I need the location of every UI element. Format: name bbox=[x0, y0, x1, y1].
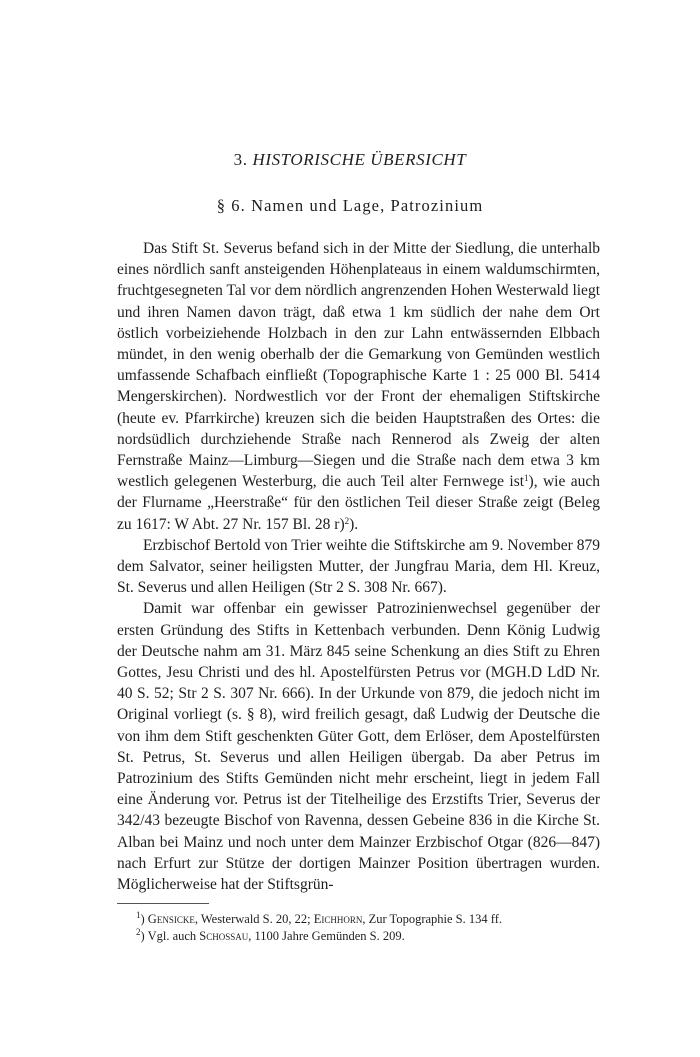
footnote: $^1$) Gensicke, Westerwald S. 20, 22; Eichhorn, Zur Topographie S. 134 ff. bbox=[136, 910, 502, 926]
section-sign: § 6. bbox=[216, 196, 246, 215]
footnote-text: Vgl. auch bbox=[147, 929, 200, 943]
paragraph-text: Das Stift St. Severus befand sich in der Mitte der Siedlung, die unterhalb eines nördlich sanft ansteigenden Höhenplateaus in einem waldumschirmten, fruchtgesegneten Tal vor dem nördlich angrenzenden Hohen Westerwald liegt und ihren Namen davon trägt, daß etwa 1 km südlich der nahe dem Ort östlich vorbeiziehende Holzbach in den zur Lahn entwässernden Elbbach mündet, in den wenig oberhalb der die Gemarkung von Gemünden westlich umfassende Schafbach einfließt (Topographische Karte 1 : 25 000 Bl. 5414 Mengerskirchen). Nordwestlich vor der Front der ehemaligen Stiftskirche (heute ev. Pfarrkirche) kreuzen sich die beiden Hauptstraßen des Ortes: die nordsüdlich durchziehende Straße nach Rennerod als Zweig der alten Fernstraße Mainz—Limburg—Siegen und die Straße nach dem etwa 3 km westlich gelegenen Westerburg, die auch Teil alter Fernwege ist bbox=[117, 240, 600, 491]
chapter-heading bbox=[0, 150, 700, 170]
section-title: Namen und Lage, Patrozinium bbox=[251, 196, 484, 215]
footnote-separator bbox=[117, 903, 209, 904]
chapter-number: 3. bbox=[233, 150, 248, 169]
paragraph-text: ). bbox=[349, 515, 359, 533]
body-text bbox=[117, 238, 600, 895]
footnote: $^2$) Vgl. auch Schossau, 1100 Jahre Gemünden S. 209. bbox=[136, 927, 405, 943]
footnote-author: Gensicke bbox=[147, 912, 195, 926]
paragraph-text: ), wie auch der Flurname „Heerstraße“ für den östlichen Teil dieser Straße zeigt (Beleg zu 1617: W Abt. 27 Nr. 157 Bl. 28 r) bbox=[117, 473, 600, 533]
footnote-reference: , 1100 Jahre Gemünden S. 209. bbox=[248, 929, 405, 943]
footnotes bbox=[136, 911, 606, 945]
paragraph: Damit war offenbar ein gewisser Patrozinienwechsel gegenüber der ersten Gründung des Stifts in Kettenbach verbunden. Denn König Ludwig der Deutsche nahm am 31. März 845 seine Schenkung an dies Stift zu Ehren Gottes, Jesu Christi und des hl. Apostelfürsten Petrus vor (MGH.D LdD Nr. 40 S. 52; Str 2 S. 307 Nr. 666). In der Urkunde von 879, die jedoch nicht im Original vorliegt (s. § 8), wird freilich gesagt, daß Ludwig der Deutsche die von ihm dem Stift geschenkten Güter Gott, dem Erlöser, dem Apostelfürsten St. Petrus, St. Severus und allen Heiligen übergab. Da aber Petrus im Patrozinium des Stifts Gemünden nicht mehr erscheint, liegt in jedem Fall eine Änderung vor. Petrus ist der Titelheilige des Erzstifts Trier, Severus der 342/43 bezeugte Bischof von Ravenna, dessen Gebeine 836 in die Kirche St. Alban bei Mainz und noch unter dem Mainzer Erzbischof Otgar (826—847) nach Erfurt zur Stütze der dortigen Mainzer Position übertragen wurden. Möglicherweise hat der Stiftsgrün- bbox=[117, 600, 600, 894]
footnote-number: 2 bbox=[136, 927, 141, 937]
footnote-reference: , Zur Topographie S. 134 ff. bbox=[362, 912, 502, 926]
footnote-marker: 1 bbox=[524, 473, 529, 484]
section-heading bbox=[0, 196, 700, 216]
paragraph bbox=[117, 238, 600, 535]
footnote-author: Eichhorn bbox=[313, 912, 363, 926]
paragraph: Erzbischof Bertold von Trier weihte die Stiftskirche am 9. November 879 dem Salvator, seiner heiligsten Mutter, der Jungfrau Maria, dem Hl. Kreuz, St. Severus und allen Heiligen (Str 2 S. 308 Nr. 667). bbox=[117, 536, 600, 597]
footnote-number: 1 bbox=[136, 910, 141, 920]
chapter-title: HISTORISCHE ÜBERSICHT bbox=[252, 150, 467, 169]
footnote-reference: , Westerwald S. 20, 22; bbox=[194, 912, 314, 926]
footnote-marker: 2 bbox=[344, 515, 350, 526]
footnote-author: Schossau bbox=[199, 929, 249, 943]
